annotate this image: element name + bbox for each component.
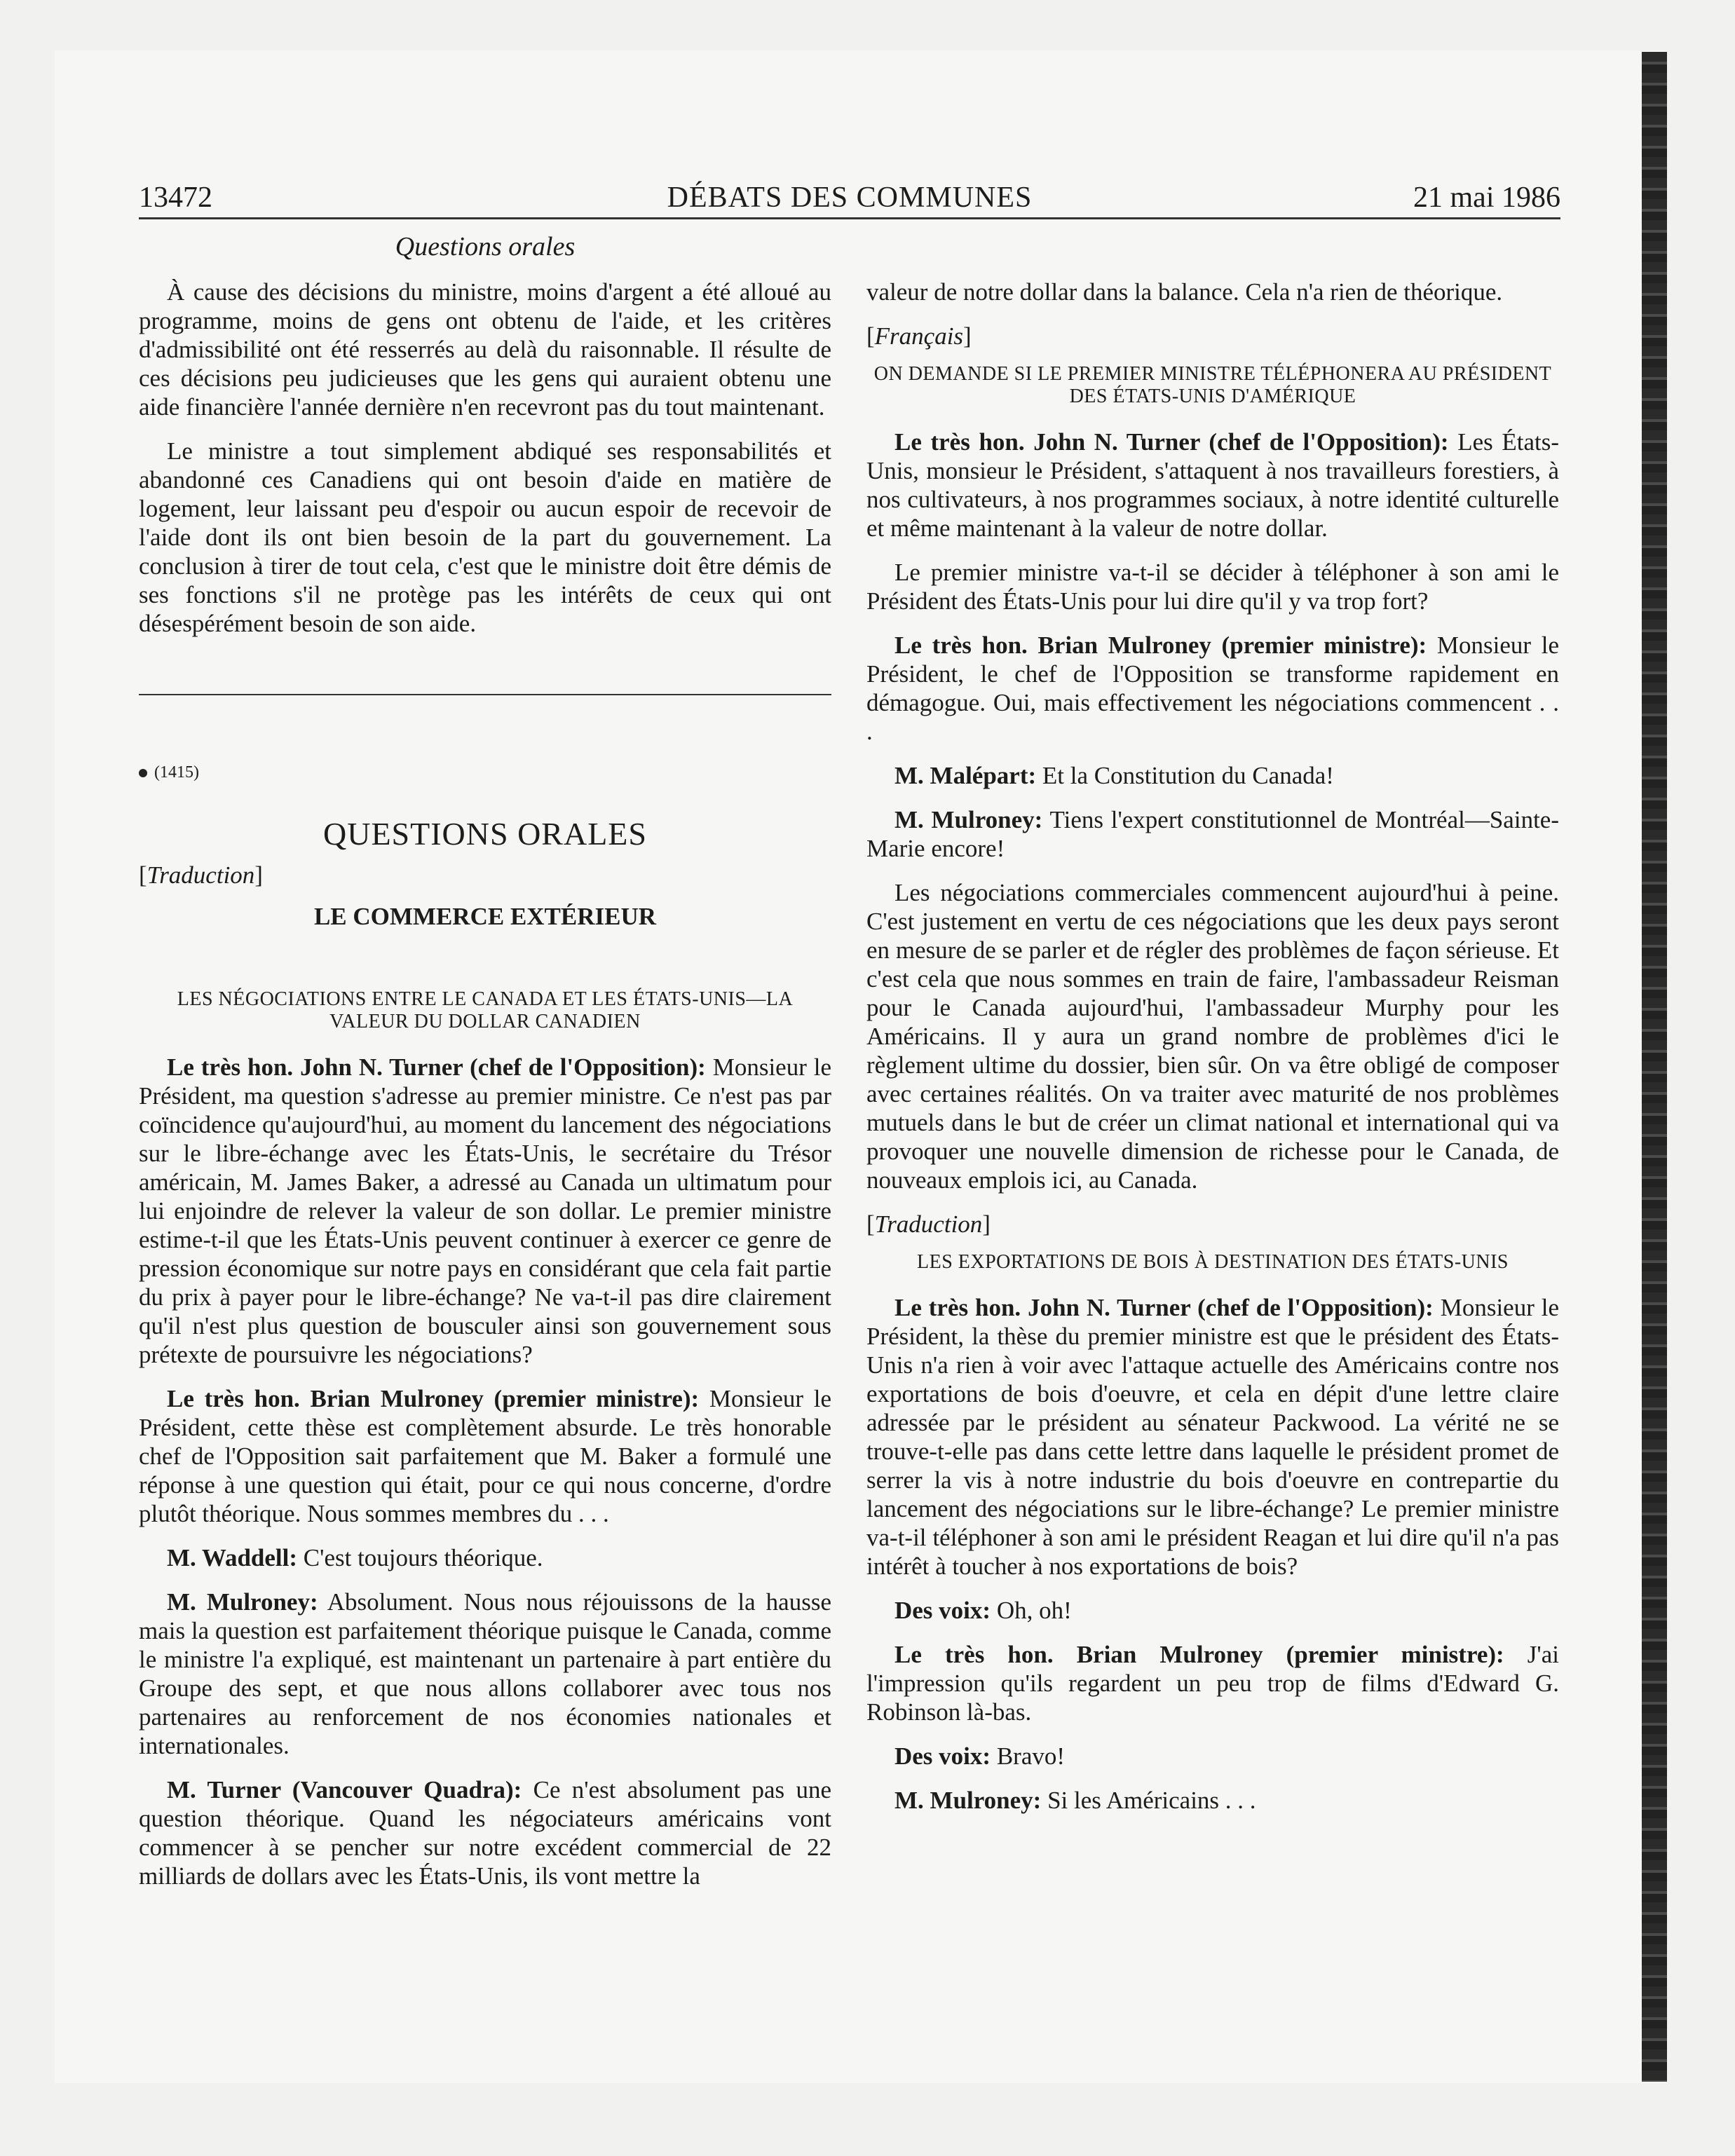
speaker: M. Waddell: bbox=[167, 1544, 298, 1571]
timestamp: (1415) bbox=[139, 758, 831, 787]
left-column bbox=[139, 278, 831, 1906]
subheading: ON DEMANDE SI LE PREMIER MINISTRE TÉLÉPHONERA AU PRÉSIDENT DES ÉTATS-UNIS D'AMÉRIQUE bbox=[873, 363, 1552, 407]
speaker: M. Mulroney: bbox=[167, 1588, 318, 1616]
intervention: Le très hon. John N. Turner (chef de l'Opposition): Monsieur le Président, ma question s'adresse au premier ministre. Ce n'est pas par coïncidence qu'aujourd'hui, au moment du lancement des négociations sur le libre-échange avec les États-Unis, le secrétaire du Trésor américain, M. James Baker, a adressé au Canada un ultimatum pour lui enjoindre de relever la valeur de son dollar. Le premier ministre estime-t-il que les États-Unis peuvent continuer à exercer ce genre de pression économique sur notre pays en considérant que cela fait partie du prix à payer pour le libre-échange? Ne va-t-il pas dire clairement qu'il n'est plus question de bousculer ainsi son gouvernement sous prétexte de poursuivre les négociations? bbox=[139, 1053, 831, 1368]
speaker: Le très hon. John N. Turner (chef de l'Opposition): bbox=[167, 1053, 706, 1081]
intervention: Le très hon. Brian Mulroney (premier ministre): Monsieur le Président, le chef de l'Opposition se transforme rapidement en démagogue. Oui, mais effectivement les négociations commencent . . . bbox=[866, 632, 1559, 745]
paragraph: Les négociations commerciales commencent aujourd'hui à peine. C'est justement en vertu de ces négociations que les deux pays seront en mesure de se parler et de régler des problèmes de façon sérieuse. Et c'est cela que nous sommes en train de faire, l'ambassadeur Reisman pour le Canada aujourd'hui, l'ambassadeur Murphy pour les Américains. Il y aura un grand nombre de problèmes d'ici le règlement ultime du dossier, bien sûr. On va être obligé de composer avec certaines réalités. On va traiter avec maturité de nos problèmes mutuels dans le but de créer un climat national et international qui va provoquer une nouvelle dimension de richesse pour le Canada, de nouveaux emplois ici, au Canada. bbox=[866, 879, 1559, 1194]
subheading: LES NÉGOCIATIONS ENTRE LE CANADA ET LES ÉTATS-UNIS—LA VALEUR DU DOLLAR CANADIEN bbox=[177, 988, 794, 1032]
topic-heading: LE COMMERCE EXTÉRIEUR bbox=[313, 903, 657, 930]
speaker: M. Malépart: bbox=[894, 762, 1037, 789]
speaker: Le très hon. John N. Turner (chef de l'Opposition): bbox=[894, 1294, 1434, 1321]
intervention: M. Mulroney: Si les Américains . . . bbox=[894, 1787, 1256, 1814]
publication-title: DÉBATS DES COMMUNES bbox=[667, 182, 1033, 214]
language-tag: [Traduction] bbox=[866, 1210, 991, 1238]
intervention: Le très hon. John N. Turner (chef de l'Opposition): Monsieur le Président, la thèse du premier ministre est que le président des États-Unis n'a rien à voir avec l'attaque actuelle des Américains contre nos exportations de bois d'oeuvre, et cela en dépit d'une lettre claire adressée par le président au sénateur Packwood. La vérité ne se trouve-t-elle pas dans cette lettre dans laquelle le président promet de serrer la vis à notre industrie du bois d'oeuvre en contrepartie du lancement des négociations sur le libre-échange? Le premier ministre va-t-il téléphoner à son ami le président Reagan et lui dire qu'il n'a pas intérêt à toucher à nos exportations de bois? bbox=[866, 1294, 1559, 1580]
paragraph: À cause des décisions du ministre, moins d'argent a été alloué au programme, moins de gens ont obtenu de l'aide, et les critères d'admissibilité ont été resserrés au delà du raisonnable. Il résulte de ces décisions peu judicieuses que les gens qui auraient obtenu une aide financière l'année dernière n'en recevront pas du tout maintenant. bbox=[139, 278, 831, 421]
page-number: 13472 bbox=[139, 182, 212, 214]
section-title: QUESTIONS ORALES bbox=[323, 816, 647, 852]
right-column bbox=[866, 278, 1559, 1830]
running-head: Questions orales bbox=[395, 232, 576, 261]
scan-edge bbox=[1642, 52, 1667, 2082]
speaker: Des voix: bbox=[894, 1742, 991, 1770]
speaker: M. Mulroney: bbox=[894, 806, 1043, 833]
paragraph: valeur de notre dollar dans la balance. Cela n'a rien de théorique. bbox=[866, 278, 1503, 306]
intervention: M. Turner (Vancouver Quadra): Ce n'est absolument pas une question théorique. Quand les négociateurs américains vont commencer à se pencher sur notre excédent commercial de 22 milliards de dollars avec les États-Unis, ils vont mettre la bbox=[139, 1776, 831, 1890]
speaker: Des voix: bbox=[894, 1597, 991, 1624]
speaker: Le très hon. Brian Mulroney (premier ministre): bbox=[894, 632, 1427, 659]
bullet-icon bbox=[139, 769, 147, 777]
intervention: Des voix: Bravo! bbox=[894, 1742, 1066, 1770]
speaker: M. Mulroney: bbox=[894, 1787, 1042, 1814]
speaker: M. Turner (Vancouver Quadra): bbox=[167, 1776, 522, 1803]
intervention: M. Waddell: C'est toujours théorique. bbox=[167, 1544, 543, 1571]
intervention: Le très hon. John N. Turner (chef de l'Opposition): Les États-Unis, monsieur le Président, s'attaquent à nos travailleurs forestiers, à nos cultivateurs, à nos programmes sociaux, à notre identité culturelle et même maintenant à la valeur de notre dollar. bbox=[866, 428, 1559, 542]
publication-date: 21 mai 1986 bbox=[1413, 182, 1560, 214]
intervention: Des voix: Oh, oh! bbox=[894, 1597, 1072, 1624]
language-tag: [Traduction] bbox=[139, 861, 263, 889]
subheading: LES EXPORTATIONS DE BOIS À DESTINATION DES ÉTATS-UNIS bbox=[917, 1251, 1509, 1273]
intervention: Le très hon. Brian Mulroney (premier ministre): Monsieur le Président, cette thèse est complètement absurde. Le très honorable chef de l'Opposition sait parfaitement que M. Baker a formulé une réponse à une question qui était, pour ce qui nous concerne, d'ordre plutôt théorique. Nous sommes membres du . . . bbox=[139, 1385, 831, 1527]
speaker: Le très hon. Brian Mulroney (premier ministre): bbox=[167, 1385, 700, 1412]
speaker: Le très hon. John N. Turner (chef de l'Opposition): bbox=[894, 428, 1449, 456]
section-divider bbox=[139, 694, 831, 695]
intervention: M. Mulroney: Absolument. Nous nous réjouissons de la hausse mais la question est parfaitement théorique puisque le Canada, comme le ministre l'a expliqué, est maintenant un partenaire à part entière du Groupe des sept, et que nous allons collaborer avec tous nos partenaires au renforcement de nos économies nationales et internationales. bbox=[139, 1588, 831, 1759]
speaker: Le très hon. Brian Mulroney (premier ministre): bbox=[894, 1641, 1504, 1668]
intervention: M. Malépart: Et la Constitution du Canada! bbox=[894, 762, 1334, 789]
page-header bbox=[139, 181, 1560, 219]
paragraph: Le ministre a tout simplement abdiqué ses responsabilités et abandonné ces Canadiens qui ont besoin d'aide en matière de logement, leur laissant peu d'espoir ou aucun espoir de recevoir de l'aide dont ils ont bien besoin de la part du gouvernement. La conclusion à tirer de tout cela, c'est que le ministre doit être démis de ses fonctions s'il ne protège pas les intérêts de ceux qui ont désespérément besoin de son aide. bbox=[139, 437, 831, 637]
intervention: M. Mulroney: Tiens l'expert constitutionnel de Montréal—Sainte-Marie encore! bbox=[866, 806, 1559, 862]
paragraph: Le premier ministre va-t-il se décider à téléphoner à son ami le Président des États-Unis pour lui dire qu'il y va trop fort? bbox=[866, 559, 1559, 615]
intervention: Le très hon. Brian Mulroney (premier ministre): J'ai l'impression qu'ils regardent un peu trop de films d'Edward G. Robinson là-bas. bbox=[866, 1641, 1559, 1726]
language-tag: [Français] bbox=[866, 322, 972, 350]
